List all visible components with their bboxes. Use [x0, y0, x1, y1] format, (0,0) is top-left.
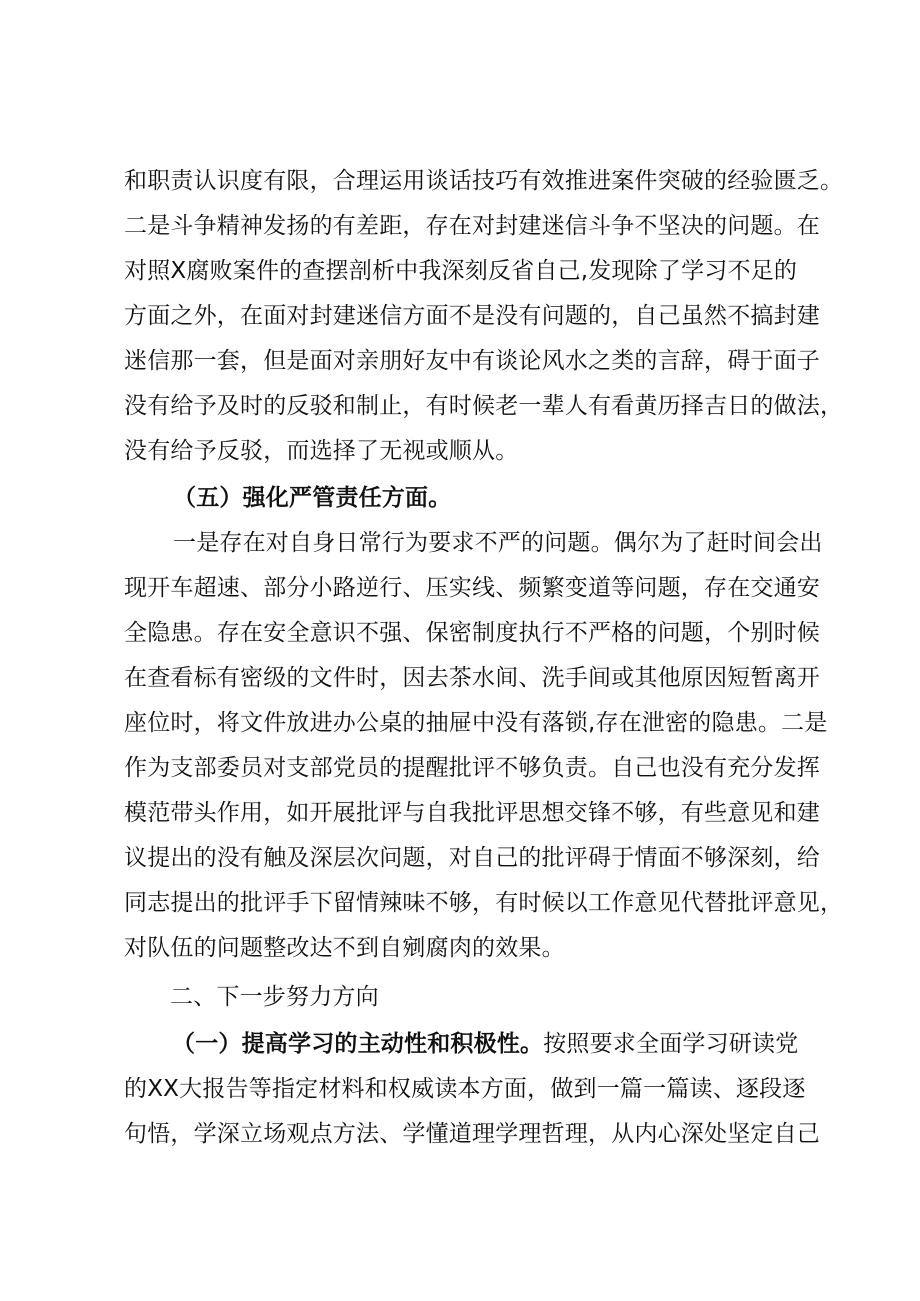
paragraph-line: 模范带头作用，如开展批评与自我批评思想交锋不够，有些意见和建 — [124, 800, 820, 826]
subsection-heading: （一）提高学习的主动性和积极性。 — [172, 1031, 544, 1057]
section-title: 二、下一步努力方向 — [170, 984, 379, 1010]
section-heading: （五）强化严管责任方面。 — [173, 485, 452, 511]
paragraph-line: 同志提出的批评手下留情辣味不够，有时候以工作意见代替批评意见， — [124, 890, 844, 916]
paragraph-line: 座位时，将文件放进办公桌的抽屉中没有落锁,存在泄密的隐患。二是 — [124, 710, 828, 736]
paragraph-line: 议提出的没有触及深层次问题，对自己的批评碍于情面不够深刻，给 — [124, 845, 820, 871]
paragraph-line: 和职责认识度有限，合理运用谈话技巧有效推进案件突破的经验匮乏。 — [124, 168, 844, 194]
paragraph-line: 对照X腐败案件的查摆剖析中我深刻反省自己,发现除了学习不足的 — [124, 258, 798, 284]
paragraph-line: 对队伍的问题整改达不到自剜腐肉的效果。 — [124, 935, 565, 961]
paragraph-line: 迷信那一套，但是面对亲朋好友中有谈论风水之类的言辞，碍于面子 — [124, 348, 820, 374]
paragraph-line: 在查看标有密级的文件时，因去茶水间、洗手间或其他原因短暂离开 — [124, 665, 820, 691]
paragraph-line: 一是存在对自身日常行为要求不严的问题。偶尔为了赶时间会出 — [173, 530, 823, 556]
paragraph-line: 方面之外，在面对封建迷信方面不是没有问题的，自己虽然不搞封建 — [124, 303, 820, 329]
paragraph-line: 没有给予反驳，而选择了无视或顺从。 — [124, 438, 519, 464]
paragraph-line: 作为支部委员对支部党员的提醒批评不够负责。自己也没有充分发挥 — [124, 755, 820, 781]
inline-text: 按照要求全面学习研读党 — [543, 1031, 799, 1057]
paragraph-line: 句悟，学深立场观点方法、学懂道理学理哲理，从内心深处坚定自己 — [124, 1121, 820, 1147]
paragraph-line: 的XX大报告等指定材料和权威读本方面，做到一篇一篇读、逐段逐 — [124, 1076, 806, 1102]
paragraph-line: 二是斗争精神发扬的有差距，存在对封建迷信斗争不坚决的问题。在 — [124, 213, 820, 239]
paragraph-line: 全隐患。存在安全意识不强、保密制度执行不严格的问题，个别时候 — [124, 620, 820, 646]
paragraph-line: 没有给予及时的反驳和制止，有时候老一辈人有看黄历择吉日的做法， — [124, 393, 844, 419]
paragraph-line: 现开车超速、部分小路逆行、压实线、频繁变道等问题，存在交通安 — [124, 575, 820, 601]
paragraph-line — [172, 1024, 872, 1064]
